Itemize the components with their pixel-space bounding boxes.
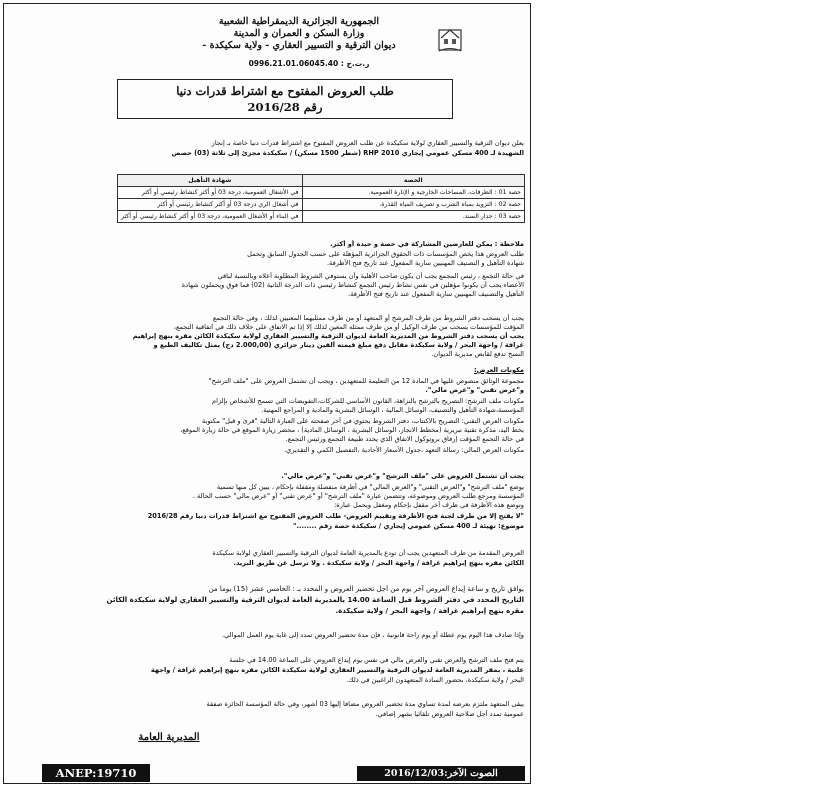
table-header-qualification: شهادة التأهيل	[118, 175, 303, 187]
office-logo-icon	[437, 24, 463, 54]
opening-line-3: البحر / ولاية سكيكدة، بحضور السادة المتعهدون الراغبين في ذلك.	[346, 676, 524, 684]
table-cell-lot: حصة 01 : الطرقات، المساحات الخارجية و الإنارة العمومية.	[302, 187, 525, 199]
withdraw-line-3: يجب أن يسحب دفتر الشروط من المديرية العامة لديوان الترقية والتسيير العقاري لولاية سكيكدة الكائن مقره بنهج إبراهيم	[132, 332, 524, 340]
envelopes-line-2: يوضع "ملف الترشح" و"العرض التقني" و"العرض المالي" في أظرفة منفصلة ومقفلة بإحكام ، يبين كل منها تسمية	[216, 483, 524, 491]
envelopes-line-5: "لا يفتح إلا من طرف لجنة فتح الأظرفة وتقييم العروض- طلب العروض المفتوح مع اشتراط قدرات دنيا رقم 2016/28	[147, 512, 524, 520]
deposit-line-1: العروض المقدمة من طرف المتعهدين يجب أن تودع بالمديرية العامة لديوان الترقية والتسيير العقاري لولاية سكيكدة	[212, 549, 524, 557]
note-line-3: شهادة التأهيل و التصنيف المهنيين سارية المفعول عند تاريخ فتح الأظرفة.	[326, 259, 524, 267]
table-row	[118, 211, 525, 223]
withdraw-line-1: يجب أن يسحب دفتر الشروط من طرف المرشح أو المتعهد أو من طرف ممثليهما المعنيين لذلك ، وفي حالة التجمع	[212, 314, 524, 322]
table-header-lot: الحصة	[302, 175, 525, 187]
deadline-line-3: مقره بنهج إبراهيم غرافة / واجهة البحر / ولاية سكيكدة.	[335, 607, 524, 615]
intro-line-2: الشهيدة لـ 400 مسكن عمومي إيجاري RHP 2010 (شطر 1500 مسكن) / سكيكدة مجزئ إلى ثلاثة (03) حصص	[171, 149, 524, 157]
deposit-line-2: الكائن مقره بنهج إبراهيم غرافة / واجهة البحر / ولاية سكيكدة . ولا ترسل عن طريق البريد.	[233, 559, 524, 567]
table-cell-lot: حصة 03 : جدار السند.	[302, 211, 525, 223]
intro-line-1: يعلن ديوان الترقية والتسيير العقاري لولاية سكيكدة عن طلب العروض المفتوح مع اشتراط قدرات دنيا خاصة بـ إنجاز	[211, 139, 524, 147]
header-republic: الجمهورية الجزائرية الديمقراطية الشعبية	[218, 16, 380, 27]
opening-line-2: علنية ، بمقر المديرية العامة لديوان الترقية والتسيير العقاري لولاية سكيكدة الكائن مقره بنهج إبراهيم غرافة / واجهة	[150, 666, 524, 674]
table-row	[118, 199, 525, 211]
source-badge	[357, 766, 525, 781]
signature: المديرية العامة	[138, 732, 200, 743]
components-line-6: بخط اليد، مذكرة تقنية تبريرية (مخطط الانجاز، الوسائل البشرية ، الوسائل المادية) ، محضر زيارة الموقع في حالة زيارة الموقع،	[180, 426, 524, 434]
table-cell-qualification: في الأشغال العمومية، درجة 03 أو أكثر كنشاط رئيسي أو أكثر	[118, 187, 303, 199]
components-line-8: مكونات العرض المالي: رسالة التعهد ،جدول الأسعار الأحادية ،التفصيل الكمي و التقديري.	[284, 446, 524, 454]
components-line-5: مكونات العرض التقني: التصريح بالاكتتاب، دفتر الشروط يحتوي في آخر صفحته على العبارة التالية "قرئ و قبل" مكتوبة	[202, 417, 524, 425]
anep-badge	[42, 764, 150, 782]
header-ministry: وزارة السكن و العمران و المدينة	[233, 28, 365, 39]
components-line-4: المؤسسة،شهادة التأهيل والتصنيف، الوسائل المالية ، الوسائل البشرية والمادية و المراجع المهنية.	[261, 406, 524, 414]
tender-number: رقم 2016/28	[247, 100, 323, 114]
table-cell-qualification: في أشغال الري درجة 03 أو أكثر كنشاط رئيسي أو أكثر	[118, 199, 303, 211]
note-line-1: ملاحظة : يمكن للعارضين المشاركة في حصة و حيدة أو أكثر.	[330, 240, 524, 248]
tender-title: طلب العروض المفتوح مع اشتراط قدرات دنيا	[176, 84, 394, 98]
note-line-5: الأعضاء يجب أن يكونوا مؤهلين في نفس نشاط رئيس التجمع كنشاط رئيسي ذات الدرجة الثانية (02) فما فوق ويحملون شهادة	[181, 281, 524, 289]
components-line-1: مجموعة الوثائق منصوص عليها في المادة 12 من التعليمة للمتعهدين ، ويجب أن تشتمل العروض على "ملف الترشح"	[208, 377, 524, 385]
anep-code: ANEP:19710	[55, 766, 137, 780]
withdraw-line-5: النسخ تدفع لقابض مديرية الديوان.	[431, 350, 524, 358]
validity-line-2: عمومية تمدد أجل صلاحية العروض تلقائيا بشهر إضافي.	[375, 710, 524, 718]
table-cell-qualification: في البناء أو الأشغال العمومية، درجة 03 أو أكثر كنشاط رئيسي أو أكثر	[118, 211, 303, 223]
components-title: مكونات العرض:	[474, 366, 524, 374]
withdraw-line-4: غرافة / واجهة البحر / ولاية سكيكدة مقابل دفع مبلغ قيمته ألفين دينار جزائري (2.000,00 دج) يمثل تكاليف الطبع و	[153, 341, 524, 349]
withdraw-line-2: المؤقت للمؤسسات يسحب من طرف الوكيل أو من طرف ممثله المعين لذلك إلا إذا تم الاتفاق على خلاف ذلك في اتفاقية التجمع،	[173, 323, 524, 331]
envelopes-line-6: موضوع: تهيئة لـ 400 مسكن عمومي إيجاري / سكيكدة حصة رقم ........"	[293, 522, 524, 530]
note-line-6: التأهيل والتصنيف المهنيين سارية المفعول عند تاريخ فتح الأظرفة.	[348, 290, 524, 298]
opening-line-1: يتم فتح ملف الترشح والعرض تقني والعرض مالي في نفس يوم إيداع العروض على الساعة 14.00 في جلسة	[229, 656, 524, 664]
holiday-line: وإذا صادف هذا اليوم يوم عطلة أو يوم راحة قانونية ، فإن مدة تحضير العروض تمدد إلى غاية يوم العمل الموالي.	[222, 631, 524, 639]
components-line-7: في حالة التجمع المؤقت إرفاق بروتوكول الاتفاق الذي يحدد طبيعة التجمع ورئيس التجمع.	[285, 435, 524, 443]
envelopes-line-3: المؤسسة ومرجع طلب العروض وموضوعه، وتتضمن عبارة "ملف الترشح" أو "عرض تقني" أو "عرض مالي" حسب الحالة .	[192, 492, 524, 500]
deadline-line-1: يوافق تاريخ و ساعة إيداع العروض آخر يوم من أجل تحضير العروض و المحدد بـ : الخامس عشر (15) يوما من	[208, 585, 524, 593]
announcement-frame	[3, 3, 531, 784]
title-box	[117, 79, 453, 119]
source-date: الصوت الآخر:2016/12/03	[384, 768, 498, 779]
note-line-2: طلب العروض هذا يخص المؤسسات ذات الحقوق الجزائرية المؤهلة على حسب الجدول السابق وتحمل	[247, 250, 524, 258]
validity-line-1: يبقى المتعهد ملتزم بعرضه لمدة تساوي مدة تحضير العروض مضافا إليها 03 أشهر، وفي حالة المؤسسة الحائزة صفقة	[206, 700, 524, 708]
note-line-4: في حالة التجمع ، رئيس المجمع يجب أن يكون صاحب الأهلية وأن يستوفي الشروط المطلوبة أعلاه وبالنسبة لباقي	[217, 272, 524, 280]
components-line-3: مكونات ملف الترشح: التصريح بالترشح بالنزاهة، القانون الأساسي للشركات،التفويضات التي تسمح للأشخاص بإلزام	[212, 397, 524, 405]
lots-table	[117, 174, 525, 223]
table-cell-lot: حصة 02 : التزويد بمياه الشرب و تصريف المياه القذرة.	[302, 199, 525, 211]
envelopes-line-1: يجب أن تشتمل العروض على "ملف الترشح" و"عرض تقني" و"عرض مالي".	[281, 472, 524, 480]
header-office: ديوان الترقية و التسيير العقاري - ولاية سكيكدة -	[202, 40, 396, 51]
deadline-line-2: التاريخ المحدد في دفتر الشروط قبل الساعة 14.00 بالمديرية العامة لديوان الترقية والتسيير العقاري لولاية سكيكدة الكائن	[106, 596, 524, 604]
components-line-2: و"عرض تقني" و"عرض مالي".	[425, 386, 524, 394]
envelopes-line-4: وتوضع هذه الأظرفة في ظرف آخر مقفل بإحكام ومغفل ويحمل عبارة:	[334, 501, 524, 509]
table-row	[118, 187, 525, 199]
header-registry: ر.ت.ج : 0996.21.01.06045.40	[248, 59, 370, 68]
